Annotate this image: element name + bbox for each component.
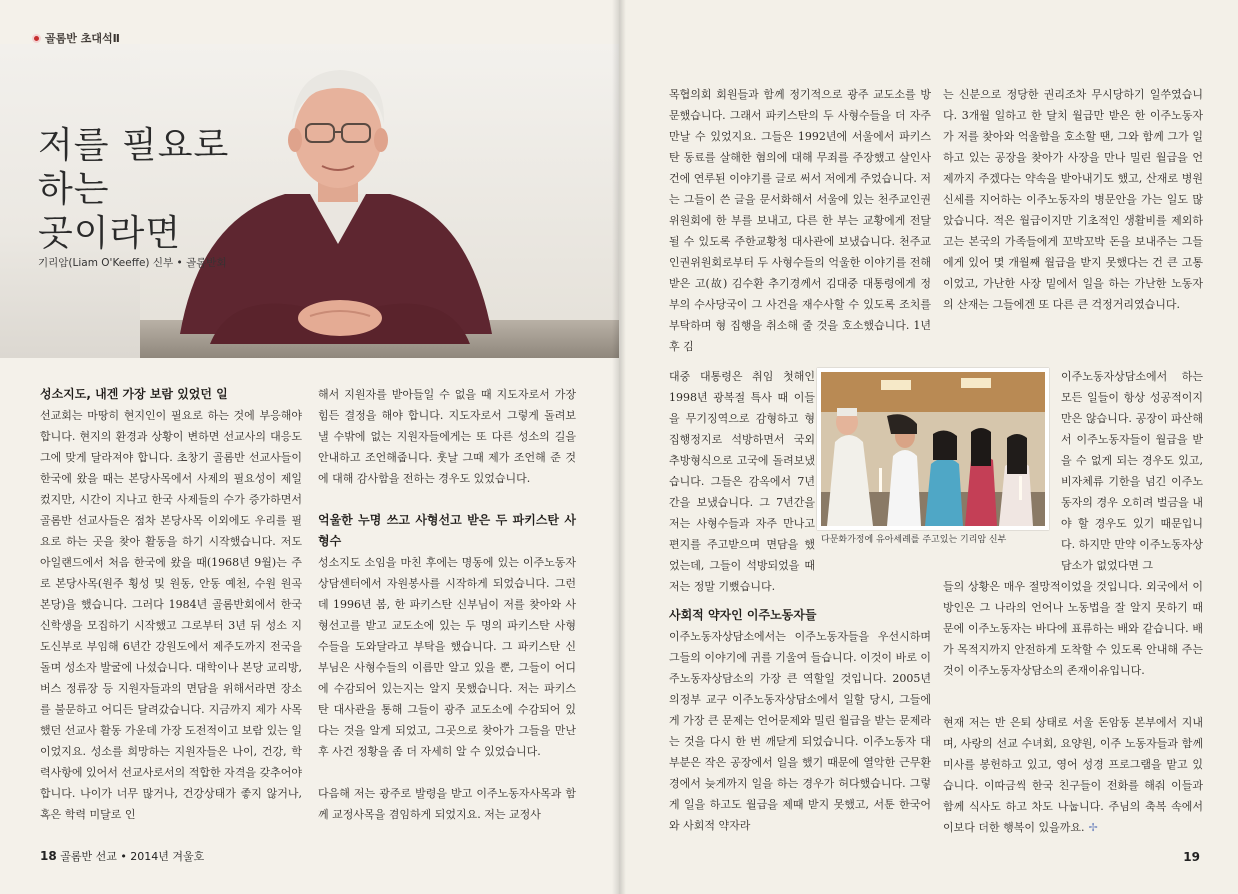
column-3-wrap: [669, 366, 815, 597]
section-tag-label: 골롬반 초대석Ⅱ: [45, 32, 120, 45]
publication-name: 골롬반 선교 • 2014년 겨울호: [60, 850, 205, 863]
paragraph-gap: [318, 489, 576, 510]
paragraph: 들의 상황은 매우 절망적이었을 것입니다. 외국에서 이방인은 그 나라의 언어나 노동법을 잘 알지 못하기 때문에 이주노동자는 바다에 표류하는 배와 같습니다. 배가 목적지까지 안전하게 도착할 수 있도록 안내해 주는 것이 이주노동자상담소의 존재이유입니다.: [943, 580, 1203, 677]
section-heading: 성소지도, 내겐 가장 보람 있었던 일: [40, 387, 228, 401]
column-3-bottom: [669, 584, 931, 836]
baptism-photo: [817, 368, 1049, 530]
photo-caption: 다문화가정에 유아세례를 주고있는 기리암 신부: [821, 535, 1007, 545]
footer-right: [1183, 850, 1200, 864]
footer-left: [40, 848, 204, 864]
column-3-top: [669, 84, 931, 357]
paragraph: 해서 지원자를 받아들일 수 없을 때 지도자로서 가장 힘든 결정을 해야 합니다. 지도자로서 그렇게 돌려보낼 수밖에 없는 지원자들에게는 또 다른 성소의 길을 안내하고 조언해줍니다. 훗날 그때 제가 조언해 준 것에 대해 감사함을 전하는 경우도 있었습니다.: [318, 388, 576, 485]
paragraph-gap: [318, 762, 576, 783]
paragraph: 는 신분으로 정당한 권리조차 무시당하기 일쑤였습니다. 3개월 일하고 한 달치 월급만 받은 한 이주노동자가 저를 찾아와 억울함을 호소할 땐, 그와 함께 그가 일하고 있는 공장을 찾아가 사장을 만나 밀린 월급을 언제까지 주겠다는 약속을 받아내기도 했고, 산재로 병원신세를 지어하는 이주노동자의 병문안을 가는 일도 많았습니다. 적은 월급이지만 기초적인 생활비를 제외하고는 본국의 가족들에게 꼬박꼬박 돈을 보내주는 그들에게 있어 몇 개월째 월급을 받지 못했다는 건 큰 고통이었고, 가난한 사장 밑에서 일을 하는 가난한 노동자의 산재는 그들에겐 또 다른 큰 걱정거리였습니다.: [943, 88, 1203, 311]
section-heading: 사회적 약자인 이주노동자들: [669, 608, 817, 622]
column-2: [318, 384, 576, 825]
paragraph: 다음해 저는 광주로 발령을 받고 이주노동자사목과 함께 교정사목을 겸임하게 되었지요. 저는 교정사: [318, 787, 576, 821]
column-4-top: [943, 84, 1203, 315]
column-1: [40, 384, 302, 825]
column-4-end: [943, 712, 1203, 838]
column-4-wrap: [1061, 366, 1203, 576]
paragraph: 대중 대통령은 취임 첫해인 1998년 광복절 특사 때 이들을 무기징역으로 감형하고 형 집행정지로 석방하면서 국외 추방형식으로 고국에 돌려보냈습니다. 그들은 감옥에서 7년간을 보냈습니다. 그 7년간을 저는 사형수들과 자주 만나고 편지를 주고받으며 면담을 했었는데, 그들이 석방되었을 때 저는 정말 기뻤습니다.: [669, 370, 815, 593]
closing-paragraph: 현재 저는 반 은퇴 상태로 서울 돈암동 본부에서 지내며, 사랑의 선교 수녀회, 요양원, 이주 노동자들과 함께 미사를 봉헌하고 있고, 영어 성경 프로그램을 맡고 있습니다. 이따금씩 한국 친구들이 전화를 해줘 이들과 함께 식사도 하고 차도 나눕니다. 주님의 축복 속에서 이보다 더한 행복이 있을까요.: [943, 716, 1203, 834]
paragraph: 목협의회 회원들과 함께 정기적으로 광주 교도소를 방문했습니다. 그래서 파키스탄의 두 사형수들을 더 자주 만날 수 있었지요. 그들은 1992년에 서울에서 파키스탄 동료를 살해한 혐의에 대해 무죄를 주장했고 살인사건에 연루된 이야기를 글로 써서 저에게 주었습니다. 저는 그들이 쓴 글을 문서화해서 서울에 있는 천주교인권위원회에 한 부를 보내고, 다른 한 부는 교황에게 전달될 수 있도록 주한교황청 대사관에 보냈습니다. 천주교 인권위원회로부터 두 사형수들의 억울한 이야기를 전해 받은 고(故) 김수환 추기경께서 김대중 대통령에게 정부의 수사당국이 그 사건을 재수사할 수 있도록 조치를 부탁하며 형 집행을 취소해 줄 것을 호소했습니다. 1년 후 김: [669, 88, 931, 353]
book-spine-shadow: [612, 0, 626, 894]
paragraph: [943, 712, 1203, 838]
article-byline: 기리암(Liam O'Keeffe) 신부 • 골롬반회: [38, 257, 227, 269]
baptism-scene-image: [821, 372, 1045, 526]
paragraph: 이주노동자상담소에서 하는 모든 일들이 항상 성공적이지만은 않습니다. 공장이 파산해서 이주노동자들이 월급을 받을 수 없게 되는 경우도 있고, 비자체류 기한을 넘긴 이주노동자의 경우 오히려 벌금을 내야 할 경우도 있기 때문입니다. 하지만 만약 이주노동자상담소가 없었다면 그: [1061, 370, 1203, 572]
article-title: 저를 필요로 하는 곳이라면: [38, 125, 230, 254]
paragraph-gap: [669, 584, 931, 605]
right-page: [619, 0, 1238, 894]
paragraph: 성소지도 소임을 마친 후에는 명동에 있는 이주노동자 상담센터에서 자원봉사를 시작하게 되었습니다. 그런데 1996년 봄, 한 파키스탄 신부님이 저를 찾아와 사형선고를 받고 교도소에 있는 두 명의 파키스탄 사형수들을 도와달라고 부탁을 했습니다. 그 파키스탄 신부님은 사형수들의 이름만 알고 있을 뿐, 그들이 어디에 수감되어 있는지는 알지 못했습니다. 저는 파키스탄 대사관을 통해 그들이 광주 교도소에 수감되어 있다는 것을 알게 되었고, 그곳으로 찾아가 그들을 만난 후 사건 정황을 좀 더 자세히 알 수 있었습니다.: [318, 556, 576, 758]
hero-banner: [0, 44, 619, 358]
page-number: 18: [40, 849, 57, 863]
section-tag: [32, 30, 120, 46]
section-heading: 억울한 누명 쓰고 사형선고 받은 두 파키스탄 사형수: [318, 513, 576, 548]
page-number: 19: [1183, 850, 1200, 864]
inset-photo-block: [817, 368, 1049, 554]
end-mark-icon: ✢: [1088, 821, 1098, 834]
bullet-icon: [32, 34, 41, 43]
paragraph: 선교회는 마땅히 현지인이 필요로 하는 것에 부응해야 합니다. 현지의 환경과 상황이 변하면 선교사의 대응도 그에 맞게 달라져야 합니다. 초창기 골롬반 선교사들이 한국에 왔을 때는 본당사목에서 사제의 필요성이 제일 컸지만, 시간이 지나고 한국 사제들의 수가 증가하면서 골롬반 선교사들은 점차 본당사목 이외에도 우리를 필요로 하는 곳을 찾아 활동을 하기 시작했습니다. 저도 아일랜드에서 처음 한국에 왔을 때(1968년 9월)는 주로 본당사목(원주 횡성 및 원동, 안동 예천, 수원 원곡본당)을 했습니다. 그러다 1984년 골롬반회에서 한국 신학생을 모집하기 시작했고 그로부터 3년 뒤 성소 지도신부로 부임해 6년간 강원도에서 제주도까지 전국을 돌며 성소자 발굴에 나섰습니다. 대학이나 본당 교리방, 버스 정류장 등 지원자들과의 면담을 위해서라면 장소를 불문하고 어디든 달려갔습니다. 지금까지 제가 사목했던 선교사 활동 가운데 가장 도전적이고 보람 있는 일이었지요. 성소를 희망하는 지원자들은 나이, 건강, 학력사항에 있어서 선교사로서의 적합한 자격을 갖추어야 합니다. 나이가 너무 많거나, 건강상태가 좋지 않거나, 혹은 학력 미달로 인: [40, 409, 302, 821]
paragraph: 이주노동자상담소에서는 이주노동자들을 우선시하며 그들의 이야기에 귀를 기울여 들습니다. 이것이 바로 이주노동자상담소의 가장 큰 역할일 것입니다. 2005년 의정부 교구 이주노동자상담소에서 일할 당시, 그들에게 가장 큰 문제는 언어문제와 밀린 월급을 받는 문제라는 것을 다시 한 번 깨닫게 되었습니다. 이주노동자 대부분은 작은 공장에서 일을 했기 때문에 열악한 근무환경에서 늦게까지 일을 하는 경우가 허다했습니다. 그렇게 일을 하고도 월급을 제때 받지 못했고, 서툰 한국어와 사회적 약자라: [669, 630, 931, 832]
column-4-mid: [943, 576, 1203, 681]
